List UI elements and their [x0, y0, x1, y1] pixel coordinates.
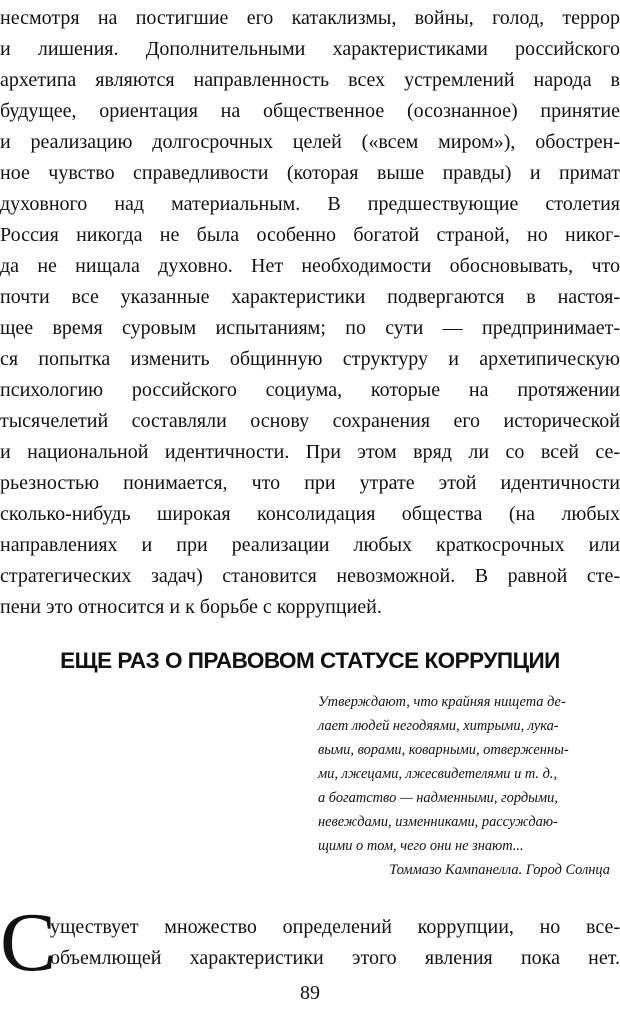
text-line: почти все указанные характеристики подвергаются в настоя-	[0, 286, 620, 308]
text-line: и лишения. Дополнительными характеристиками российского	[0, 38, 620, 60]
text-line: и реализацию долгосрочных целей («всем миром»), обострен-	[0, 131, 620, 153]
epigraph-line: Утверждают, что крайняя нищета де-	[318, 694, 566, 710]
text-line: да не нищала духовно. Нет необходимости обосновывать, что	[0, 255, 620, 277]
text-line: щее время суровым испытаниям; по сути — предпринимает-	[0, 317, 620, 339]
text-line: объемлющей характеристики этого явления пока нет.	[50, 947, 620, 969]
epigraph-attribution: Томмазо Кампанелла. Город Солнца	[389, 862, 610, 878]
text-line: несмотря на постигшие его катаклизмы, войны, голод, террор	[0, 7, 620, 29]
section-heading: ЕЩЕ РАЗ О ПРАВОВОМ СТАТУСЕ КОРРУПЦИИ	[60, 648, 560, 673]
epigraph-line: невеждами, изменниками, рассуждаю-	[318, 814, 558, 830]
text-line: архетипа являются направленность всех устремлений народа в	[0, 69, 620, 91]
text-line: и национальной идентичности. При этом вряд ли со всей се-	[0, 441, 620, 463]
drop-cap: С	[0, 896, 57, 989]
text-line: Россия никогда не была особенно богатой страной, но никог-	[0, 224, 620, 246]
text-line: ное чувство справедливости (которая выше правды) и примат	[0, 162, 620, 184]
epigraph-line: выми, ворами, коварными, отверженны-	[318, 742, 569, 758]
epigraph-line: щими о том, чего они не знают...	[318, 838, 524, 854]
text-line: психологию российского социума, которые на протяжении	[0, 379, 620, 401]
epigraph-line: а богатство — надменными, гордыми,	[318, 790, 558, 806]
text-line: тысячелетий составляли основу сохранения его исторической	[0, 410, 620, 432]
text-line: стратегических задач) становится невозможной. В равной сте-	[0, 565, 620, 587]
page-number: 89	[300, 982, 320, 1004]
text-line: ся попытка изменить общинную структуру и архетипическую	[0, 348, 620, 370]
text-line: рьезностью понимается, что при утрате этой идентичности	[0, 472, 620, 494]
text-line: будущее, ориентация на общественное (осознанное) принятие	[0, 100, 620, 122]
epigraph-line: лает людей негодяями, хитрыми, лука-	[318, 718, 559, 734]
epigraph-line: ми, лжецами, лжесвидетелями и т. д.,	[318, 766, 558, 782]
text-line: направлениях и при реализации любых краткосрочных или	[0, 534, 620, 556]
text-line: пени это относится и к борьбе с коррупцией.	[0, 596, 382, 618]
text-line: духовного над материальным. В предшествующие столетия	[0, 193, 620, 215]
text-line: сколько-нибудь широкая консолидация общества (на любых	[0, 503, 620, 525]
text-line: уществует множество определений коррупции, но все-	[50, 916, 620, 938]
